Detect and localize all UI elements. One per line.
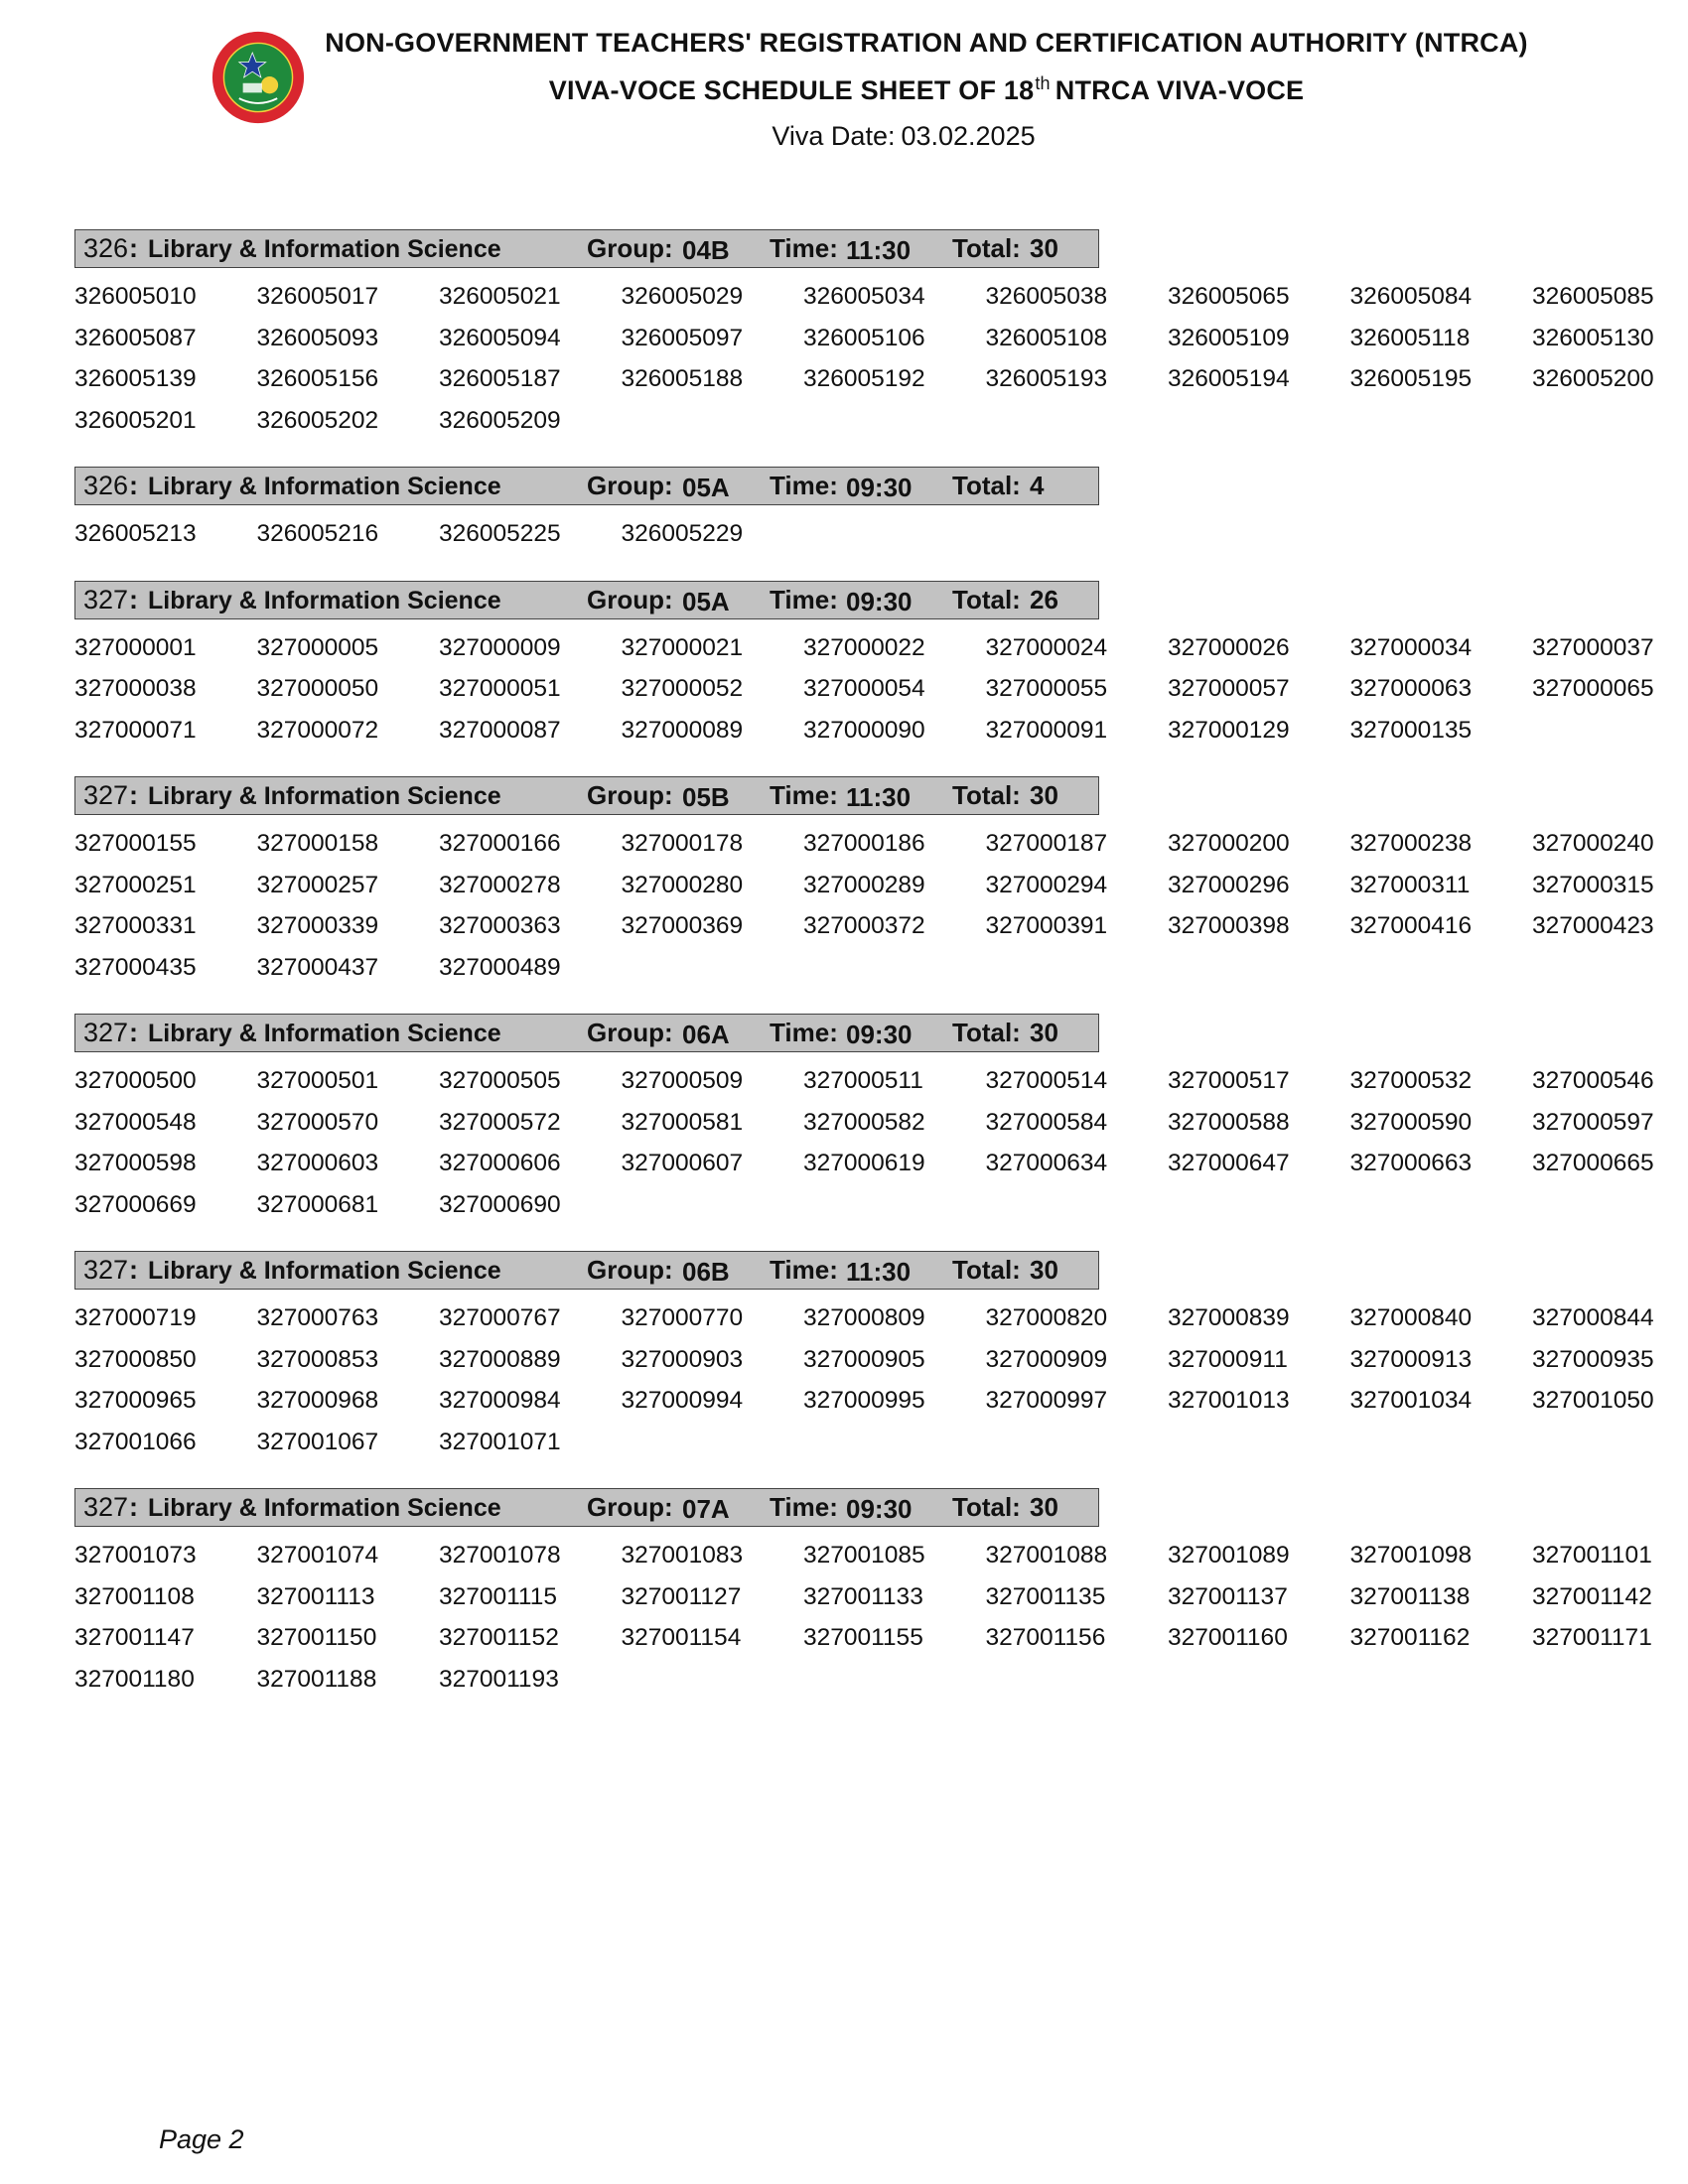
total-label: Total: — [952, 1018, 1021, 1047]
roll-number: 327000129 — [1168, 716, 1290, 744]
roll-number: 327000532 — [1349, 1067, 1473, 1094]
viva-date — [0, 121, 1688, 152]
roll-number: 327001137 — [1168, 1582, 1288, 1610]
group-value: 04B — [682, 235, 730, 265]
roll-number: 327000065 — [1532, 675, 1654, 702]
roll-number: 327000514 — [985, 1067, 1108, 1094]
total-label: Total: — [952, 471, 1021, 500]
roll-number: 327001180 — [74, 1665, 195, 1693]
roll-number: 327001089 — [1168, 1542, 1290, 1569]
time-label: Time: — [770, 471, 838, 500]
group-value: 06B — [682, 1257, 730, 1287]
roll-number: 327000909 — [985, 1345, 1108, 1373]
roll-number: 327001188 — [256, 1665, 377, 1693]
roll-number: 326005106 — [803, 324, 925, 351]
total-label: Total: — [952, 1492, 1021, 1522]
roll-number: 327000166 — [439, 830, 561, 857]
roll-number: 327000511 — [803, 1067, 923, 1094]
roll-number: 326005209 — [439, 406, 561, 434]
schedule-title-prefix: VIVA-VOCE SCHEDULE SHEET OF 18 — [548, 75, 1035, 105]
section-header — [74, 1251, 1099, 1290]
time-label: Time: — [770, 233, 838, 263]
section-subject-code: 327 — [83, 780, 129, 810]
roll-number-grid — [74, 627, 1673, 751]
roll-number: 327000767 — [439, 1304, 561, 1331]
roll-number: 327000606 — [439, 1150, 561, 1176]
section-code-separator: : — [129, 471, 138, 500]
roll-number: 327000037 — [1532, 633, 1654, 661]
total-value: 26 — [1030, 584, 1058, 614]
roll-number: 327000363 — [439, 912, 561, 939]
total-value: 30 — [1030, 1492, 1058, 1522]
section-subject-code: 327 — [83, 1018, 129, 1047]
roll-number: 327000505 — [439, 1067, 561, 1094]
roll-number: 327000200 — [1168, 830, 1290, 857]
roll-number: 327000005 — [256, 633, 379, 661]
viva-date-value: 03.02.2025 — [901, 121, 1036, 151]
roll-number: 327000034 — [1349, 633, 1473, 661]
roll-number: 327000770 — [621, 1304, 744, 1331]
section-subject-name: Library & Information Science — [148, 1020, 501, 1047]
roll-number: 327000331 — [74, 912, 197, 939]
roll-number: 327000024 — [985, 633, 1108, 661]
roll-number: 327001147 — [74, 1624, 195, 1651]
roll-number: 327000935 — [1532, 1345, 1654, 1373]
roll-number: 326005097 — [621, 324, 744, 351]
roll-number: 327000763 — [256, 1304, 379, 1331]
schedule-section — [74, 467, 1673, 555]
roll-number: 326005094 — [439, 324, 561, 351]
roll-number: 327000089 — [621, 716, 744, 744]
roll-number: 326005093 — [256, 324, 379, 351]
roll-number: 326005010 — [74, 283, 197, 310]
roll-number: 327000398 — [1168, 912, 1290, 939]
roll-number: 327000665 — [1532, 1150, 1654, 1176]
roll-number: 326005109 — [1168, 324, 1290, 351]
roll-number: 327001078 — [439, 1542, 561, 1569]
roll-number: 326005034 — [803, 283, 925, 310]
schedule-sections — [74, 229, 1673, 1725]
group-label: Group: — [587, 471, 673, 500]
roll-number: 327000296 — [1168, 871, 1290, 898]
group-label: Group: — [587, 1018, 673, 1047]
roll-number: 327001034 — [1349, 1387, 1473, 1414]
total-label: Total: — [952, 780, 1021, 810]
section-subject-code: 326 — [83, 233, 129, 263]
roll-number: 327000054 — [803, 675, 925, 702]
roll-number: 327000416 — [1349, 912, 1473, 939]
section-subject-name: Library & Information Science — [148, 1257, 501, 1285]
roll-number: 327001133 — [803, 1582, 923, 1610]
roll-number: 327000997 — [985, 1387, 1108, 1414]
roll-number: 326005118 — [1349, 324, 1471, 351]
roll-number: 327000844 — [1532, 1304, 1654, 1331]
time-value: 11:30 — [846, 235, 912, 265]
roll-number: 326005194 — [1168, 365, 1290, 392]
roll-number: 326005084 — [1349, 283, 1473, 310]
roll-number: 327000280 — [621, 871, 744, 898]
roll-number: 326005229 — [621, 520, 744, 547]
schedule-section — [74, 776, 1673, 988]
roll-number: 326005188 — [621, 365, 744, 392]
roll-number: 327000135 — [1349, 716, 1473, 744]
roll-number: 327000546 — [1532, 1067, 1654, 1094]
roll-number: 327000339 — [256, 912, 379, 939]
roll-number: 327000251 — [74, 871, 197, 898]
roll-number: 327000257 — [256, 871, 379, 898]
roll-number: 327000435 — [74, 953, 197, 981]
roll-number: 327000548 — [74, 1108, 197, 1136]
section-code-separator: : — [129, 584, 138, 614]
schedule-section — [74, 1014, 1673, 1225]
roll-number: 327000570 — [256, 1108, 379, 1136]
schedule-title — [0, 73, 1688, 106]
roll-number: 327000581 — [621, 1108, 744, 1136]
roll-number: 326005108 — [985, 324, 1108, 351]
roll-number: 327001138 — [1349, 1582, 1471, 1610]
roll-number: 326005038 — [985, 283, 1108, 310]
roll-number: 327000603 — [256, 1150, 379, 1176]
roll-number: 327001098 — [1349, 1542, 1473, 1569]
roll-number: 327000584 — [985, 1108, 1108, 1136]
roll-number: 326005202 — [256, 406, 379, 434]
roll-number: 327001160 — [1168, 1624, 1288, 1651]
roll-number: 327001066 — [74, 1428, 197, 1455]
section-subject-code: 327 — [83, 1492, 129, 1522]
time-label: Time: — [770, 1492, 838, 1522]
roll-number: 327000597 — [1532, 1108, 1654, 1136]
roll-number: 327001152 — [439, 1624, 559, 1651]
roll-number: 327001050 — [1532, 1387, 1654, 1414]
roll-number: 327000590 — [1349, 1108, 1473, 1136]
roll-number: 327000820 — [985, 1304, 1108, 1331]
roll-number: 327000839 — [1168, 1304, 1290, 1331]
section-code-separator: : — [129, 1255, 138, 1285]
group-value: 07A — [682, 1494, 730, 1524]
roll-number: 327000889 — [439, 1345, 561, 1373]
roll-number: 327000071 — [74, 716, 197, 744]
roll-number: 327000001 — [74, 633, 197, 661]
time-label: Time: — [770, 780, 838, 810]
roll-number: 327000647 — [1168, 1150, 1290, 1176]
group-value: 05B — [682, 782, 730, 812]
roll-number: 327001171 — [1532, 1624, 1652, 1651]
roll-number: 327001193 — [439, 1665, 559, 1693]
section-header — [74, 776, 1099, 815]
roll-number-grid — [74, 276, 1673, 441]
roll-number: 327001155 — [803, 1624, 923, 1651]
section-subject-name: Library & Information Science — [148, 586, 501, 614]
section-subject-code: 326 — [83, 471, 129, 500]
roll-number: 326005017 — [256, 283, 379, 310]
schedule-section — [74, 1488, 1673, 1700]
section-code-separator: : — [129, 1018, 138, 1047]
time-value: 09:30 — [846, 1494, 913, 1524]
roll-number: 327000240 — [1532, 830, 1654, 857]
section-header — [74, 581, 1099, 619]
group-label: Group: — [587, 780, 673, 810]
roll-number-grid — [74, 1535, 1673, 1700]
roll-number-grid — [74, 1060, 1673, 1225]
section-code-separator: : — [129, 780, 138, 810]
roll-number: 326005029 — [621, 283, 744, 310]
roll-number: 326005139 — [74, 365, 197, 392]
roll-number: 327001156 — [985, 1624, 1106, 1651]
roll-number: 327000294 — [985, 871, 1108, 898]
roll-number: 327000072 — [256, 716, 379, 744]
roll-number: 327000840 — [1349, 1304, 1473, 1331]
group-label: Group: — [587, 233, 673, 263]
roll-number: 327001115 — [439, 1582, 557, 1610]
total-value: 30 — [1030, 1018, 1058, 1047]
roll-number: 327001074 — [256, 1542, 379, 1569]
time-value: 09:30 — [846, 1020, 913, 1049]
section-subject-code: 327 — [83, 584, 129, 614]
roll-number: 327000091 — [985, 716, 1108, 744]
roll-number: 327000437 — [256, 953, 379, 981]
roll-number: 327000681 — [256, 1190, 379, 1218]
roll-number: 327000178 — [621, 830, 744, 857]
total-label: Total: — [952, 584, 1021, 614]
roll-number: 327001135 — [985, 1582, 1106, 1610]
roll-number: 327000572 — [439, 1108, 561, 1136]
roll-number: 327001067 — [256, 1428, 379, 1455]
roll-number: 327000052 — [621, 675, 744, 702]
roll-number-grid — [74, 513, 1673, 555]
roll-number: 326005087 — [74, 324, 197, 351]
section-header — [74, 229, 1099, 268]
roll-number: 327000050 — [256, 675, 379, 702]
roll-number: 327000315 — [1532, 871, 1654, 898]
time-value: 09:30 — [846, 473, 913, 502]
roll-number: 327000423 — [1532, 912, 1654, 939]
roll-number: 327001150 — [256, 1624, 377, 1651]
roll-number: 327000582 — [803, 1108, 925, 1136]
roll-number: 326005213 — [74, 520, 197, 547]
roll-number: 327000055 — [985, 675, 1108, 702]
roll-number: 326005156 — [256, 365, 379, 392]
roll-number: 327000187 — [985, 830, 1108, 857]
roll-number: 326005192 — [803, 365, 925, 392]
roll-number: 326005021 — [439, 283, 561, 310]
roll-number: 327000911 — [1168, 1345, 1288, 1373]
time-value: 11:30 — [846, 782, 912, 812]
group-value: 05A — [682, 586, 730, 616]
roll-number: 327000719 — [74, 1304, 197, 1331]
section-subject-code: 327 — [83, 1255, 129, 1285]
roll-number: 327000850 — [74, 1345, 197, 1373]
roll-number: 327000995 — [803, 1387, 925, 1414]
section-subject-name: Library & Information Science — [148, 235, 501, 263]
roll-number: 326005187 — [439, 365, 561, 392]
roll-number: 327000517 — [1168, 1067, 1290, 1094]
roll-number: 327000965 — [74, 1387, 197, 1414]
total-value: 30 — [1030, 233, 1058, 263]
roll-number: 327000009 — [439, 633, 561, 661]
schedule-title-suffix: NTRCA VIVA-VOCE — [1055, 75, 1305, 105]
roll-number: 326005195 — [1349, 365, 1473, 392]
roll-number: 327000022 — [803, 633, 925, 661]
section-subject-name: Library & Information Science — [148, 782, 501, 810]
time-value: 11:30 — [846, 1257, 912, 1287]
roll-number: 327000369 — [621, 912, 744, 939]
authority-title: NON-GOVERNMENT TEACHERS' REGISTRATION AND CERTIFICATION AUTHORITY (NTRCA) — [325, 28, 1528, 58]
roll-number: 327000598 — [74, 1150, 197, 1176]
roll-number: 327000311 — [1349, 871, 1471, 898]
total-label: Total: — [952, 1255, 1021, 1285]
roll-number: 327000690 — [439, 1190, 561, 1218]
group-value: 05A — [682, 473, 730, 502]
roll-number: 327000158 — [256, 830, 379, 857]
roll-number: 327000489 — [439, 953, 561, 981]
roll-number: 327001108 — [74, 1582, 195, 1610]
roll-number-grid — [74, 823, 1673, 988]
section-code-separator: : — [129, 233, 138, 263]
roll-number: 327000063 — [1349, 675, 1473, 702]
roll-number: 327000026 — [1168, 633, 1290, 661]
group-value: 06A — [682, 1020, 730, 1049]
total-label: Total: — [952, 233, 1021, 263]
schedule-section — [74, 581, 1673, 751]
roll-number: 326005085 — [1532, 283, 1654, 310]
roll-number: 327000509 — [621, 1067, 744, 1094]
roll-number: 327001085 — [803, 1542, 925, 1569]
roll-number: 327000984 — [439, 1387, 561, 1414]
roll-number: 326005225 — [439, 520, 561, 547]
roll-number: 327001154 — [621, 1624, 742, 1651]
time-value: 09:30 — [846, 586, 913, 616]
roll-number: 327000278 — [439, 871, 561, 898]
roll-number: 327000051 — [439, 675, 561, 702]
group-label: Group: — [587, 1255, 673, 1285]
roll-number: 327000905 — [803, 1345, 925, 1373]
roll-number: 327001127 — [621, 1582, 742, 1610]
roll-number: 326005130 — [1532, 324, 1654, 351]
roll-number: 326005065 — [1168, 283, 1290, 310]
roll-number: 327000994 — [621, 1387, 744, 1414]
roll-number: 327000289 — [803, 871, 925, 898]
roll-number: 326005201 — [74, 406, 197, 434]
roll-number: 327000021 — [621, 633, 744, 661]
roll-number: 327000607 — [621, 1150, 744, 1176]
roll-number-grid — [74, 1297, 1673, 1462]
roll-number: 327001113 — [256, 1582, 375, 1610]
total-value: 30 — [1030, 780, 1058, 810]
roll-number: 327001071 — [439, 1428, 561, 1455]
section-subject-name: Library & Information Science — [148, 1494, 501, 1522]
roll-number: 327000663 — [1349, 1150, 1473, 1176]
viva-date-label: Viva Date: — [772, 121, 896, 151]
schedule-section — [74, 1251, 1673, 1462]
roll-number: 327000391 — [985, 912, 1108, 939]
roll-number: 327001073 — [74, 1542, 197, 1569]
roll-number: 327000155 — [74, 830, 197, 857]
section-header — [74, 1014, 1099, 1052]
section-header — [74, 467, 1099, 505]
total-value: 4 — [1030, 471, 1045, 500]
roll-number: 327000809 — [803, 1304, 925, 1331]
time-label: Time: — [770, 584, 838, 614]
section-header — [74, 1488, 1099, 1527]
roll-number: 327001142 — [1532, 1582, 1652, 1610]
section-code-separator: : — [129, 1492, 138, 1522]
roll-number: 327000634 — [985, 1150, 1108, 1176]
roll-number: 327000038 — [74, 675, 197, 702]
group-label: Group: — [587, 584, 673, 614]
roll-number: 327000238 — [1349, 830, 1473, 857]
roll-number: 326005200 — [1532, 365, 1654, 392]
roll-number: 327001101 — [1532, 1542, 1652, 1569]
page-number: Page 2 — [159, 2124, 244, 2154]
total-value: 30 — [1030, 1255, 1058, 1285]
schedule-title-ordinal-suffix: th — [1035, 73, 1051, 93]
roll-number: 327000186 — [803, 830, 925, 857]
roll-number: 327001088 — [985, 1542, 1108, 1569]
roll-number: 327000372 — [803, 912, 925, 939]
section-subject-name: Library & Information Science — [148, 473, 501, 500]
time-label: Time: — [770, 1255, 838, 1285]
roll-number: 327000057 — [1168, 675, 1290, 702]
roll-number: 327000588 — [1168, 1108, 1290, 1136]
roll-number: 326005216 — [256, 520, 379, 547]
roll-number: 327000903 — [621, 1345, 744, 1373]
roll-number: 326005193 — [985, 365, 1108, 392]
roll-number: 327000853 — [256, 1345, 379, 1373]
roll-number: 327000500 — [74, 1067, 197, 1094]
roll-number: 327000087 — [439, 716, 561, 744]
roll-number: 327000619 — [803, 1150, 925, 1176]
roll-number: 327001013 — [1168, 1387, 1290, 1414]
group-label: Group: — [587, 1492, 673, 1522]
roll-number: 327000090 — [803, 716, 925, 744]
schedule-section — [74, 229, 1673, 441]
roll-number: 327001162 — [1349, 1624, 1471, 1651]
roll-number: 327000968 — [256, 1387, 379, 1414]
roll-number: 327000501 — [256, 1067, 379, 1094]
time-label: Time: — [770, 1018, 838, 1047]
roll-number: 327000913 — [1349, 1345, 1473, 1373]
roll-number: 327001083 — [621, 1542, 744, 1569]
roll-number: 327000669 — [74, 1190, 197, 1218]
